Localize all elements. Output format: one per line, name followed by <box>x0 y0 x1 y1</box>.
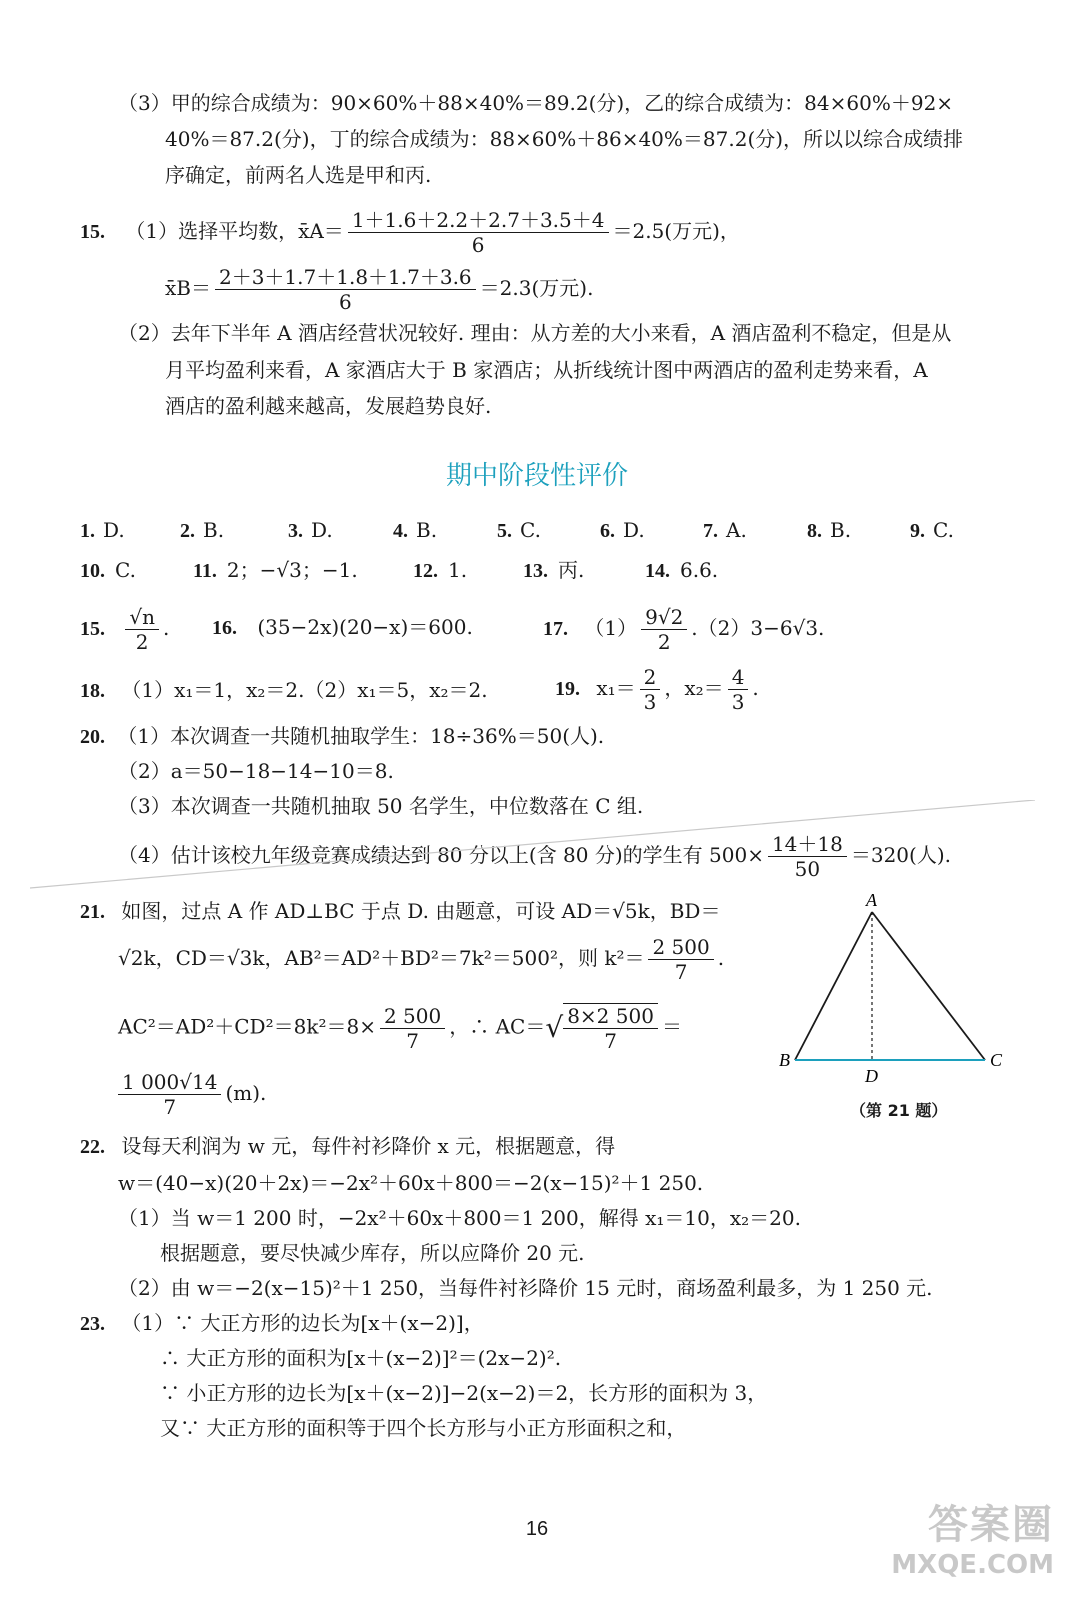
q20-line1-text: （1）本次调查一共随机抽取学生：18÷36%＝50(人). <box>117 724 605 748</box>
numerator: 1 000√14 <box>118 1070 221 1095</box>
q15-answer <box>80 605 169 654</box>
question-number: 22. <box>80 1136 105 1158</box>
fill-answer <box>523 557 584 584</box>
q20-line3: （3）本次调查一共随机抽取 50 名学生，中位数落在 C 组. <box>118 794 644 818</box>
answer-text: C. <box>933 518 954 542</box>
suffix: .（2）3−6√3. <box>691 616 825 640</box>
question-number: 14. <box>645 560 670 582</box>
question-number: 3. <box>288 520 303 542</box>
radical-fraction <box>563 1003 658 1053</box>
q23-line1-text: （1）∵ 大正方形的边长为[x＋(x−2)]， <box>121 1311 484 1335</box>
question-number: 5. <box>497 520 512 542</box>
answer-text: D. <box>103 518 125 542</box>
fill-answer <box>193 557 358 584</box>
suffix: . <box>752 676 759 700</box>
denominator: 2 <box>135 630 149 654</box>
numerator: 4 <box>728 665 749 690</box>
numerator: 2 500 <box>380 1004 445 1029</box>
answer-text: B. <box>203 518 225 542</box>
q23-line1 <box>80 1310 484 1337</box>
q18-answer <box>80 677 488 704</box>
q22-line1 <box>80 1133 615 1160</box>
q23-line2: ∴ 大正方形的面积为[x＋(x−2)]²＝(2x−2)². <box>160 1346 562 1370</box>
q21-line1 <box>80 898 720 925</box>
middle: ，x₂＝ <box>664 676 724 700</box>
watermark-url: MXQE.COM <box>891 1550 1054 1580</box>
fraction <box>641 605 687 654</box>
question-number: 1. <box>80 520 95 542</box>
q22-line3: （1）当 w＝1 200 时，−2x²＋60x＋800＝1 200，解得 x₁＝10，x₂＝20. <box>118 1206 801 1230</box>
suffix: . <box>162 616 170 640</box>
label-a: A <box>866 890 877 910</box>
question-number: 9. <box>910 520 925 542</box>
question-number: 17. <box>543 618 568 640</box>
q14-3-line2: 40%＝87.2(分)，丁的综合成绩为：88×60%＋86×40%＝87.2(分)，所以以综合成绩排 <box>165 127 964 151</box>
q15-stats-l1-post: ＝2.5(万元)， <box>612 219 740 243</box>
suffix: ＝ <box>661 1014 682 1039</box>
answer-text: 丙. <box>558 558 585 582</box>
numerator: 2 500 <box>648 935 713 960</box>
denominator: 50 <box>794 857 821 881</box>
q14-3-line1: （3）甲的综合成绩为：90×60%＋88×40%＝89.2(分)，乙的综合成绩为：84×60%＋92× <box>118 91 954 115</box>
label-c: C <box>990 1050 1003 1070</box>
q20-line2: （2）a＝50−18−14−10＝8. <box>118 759 394 783</box>
q15-stats-number: 15. <box>80 221 105 243</box>
scan-divider-line <box>0 800 1074 890</box>
mc-answer <box>288 517 333 544</box>
denominator: 7 <box>674 960 688 984</box>
question-number: 6. <box>600 520 615 542</box>
q15-stats-line2 <box>165 265 593 314</box>
q20-line4-pre: （4）估计该校九年级竞赛成绩达到 80 分以上(含 80 分)的学生有 500× <box>118 843 764 867</box>
question-number: 7. <box>703 520 718 542</box>
q20-line4-post: ＝320(人). <box>850 843 951 867</box>
numerator: 2＋3＋1.7＋1.8＋1.7＋3.6 <box>215 265 476 290</box>
q15-stats-l1-pre: （1）选择平均数，x̄A＝ <box>125 219 344 243</box>
section-title: 期中阶段性评价 <box>445 461 628 491</box>
q23-line3: ∵ 小正方形的边长为[x＋(x−2)]−2(x−2)＝2，长方形的面积为 3， <box>160 1381 768 1405</box>
q16-answer <box>212 614 473 641</box>
fraction <box>640 665 661 714</box>
fraction <box>215 265 476 314</box>
answer-text: B. <box>830 518 852 542</box>
numerator: 8×2 500 <box>563 1004 658 1029</box>
answer-text: (35−2x)(20−x)＝600. <box>257 615 473 639</box>
q17-answer <box>543 605 824 654</box>
label-b: B <box>779 1050 790 1070</box>
mc-answer <box>393 517 437 544</box>
q15-stats-line1 <box>80 208 740 257</box>
answer-text: （1）x₁＝1，x₂＝2.（2）x₁＝5，x₂＝2. <box>121 678 488 702</box>
answer-text: 1. <box>448 558 468 582</box>
q22-line4: 根据题意，要尽快减少库存，所以应降价 20 元. <box>160 1241 585 1265</box>
denominator: 7 <box>406 1028 419 1053</box>
denominator: 3 <box>643 690 657 714</box>
suffix: . <box>717 946 725 970</box>
numerator: 1＋1.6＋2.2＋2.7＋3.5＋4 <box>348 208 609 233</box>
q19-answer <box>555 665 759 714</box>
question-number: 4. <box>393 520 408 542</box>
label-d: D <box>865 1066 878 1086</box>
question-number: 15. <box>80 618 105 640</box>
question-number: 18. <box>80 680 105 702</box>
watermark-logo: 答案圈 <box>928 1502 1054 1548</box>
numerator: 14＋18 <box>768 832 847 857</box>
numerator: 9√2 <box>641 605 687 630</box>
mc-answer <box>80 517 125 544</box>
answer-text: B. <box>416 518 438 542</box>
mc-answer <box>807 517 851 544</box>
q22-line5: （2）由 w＝−2(x−15)²＋1 250，当每件衬衫降价 15 元时，商场盈利最多，为 1 250 元. <box>118 1276 933 1300</box>
q20-line1 <box>80 723 604 750</box>
fraction <box>118 1070 221 1119</box>
q15-stats-line3: （2）去年下半年 A 酒店经营状况较好. 理由：从方差的大小来看，A 酒店盈利不稳定，但是从 <box>118 321 952 345</box>
fraction <box>348 208 609 257</box>
numerator: 2 <box>640 665 661 690</box>
denominator: 2 <box>657 630 671 654</box>
q22-line2: w＝(40−x)(20＋2x)＝−2x²＋60x＋800＝−2(x−15)²＋1 250. <box>118 1171 704 1195</box>
answer-text: 2；−√3；−1. <box>226 558 358 582</box>
denominator: 6 <box>338 290 352 314</box>
q21-line4 <box>118 1070 266 1119</box>
q15-stats-l2-post: ＝2.3(万元). <box>479 276 594 300</box>
fill-answer <box>413 557 467 584</box>
prefix: （1） <box>584 616 638 640</box>
mc-answer <box>703 517 747 544</box>
fraction <box>648 935 713 984</box>
mc-answer <box>910 517 954 544</box>
question-number: 11. <box>193 560 217 582</box>
answer-text: A. <box>726 518 747 542</box>
mc-answer <box>600 517 645 544</box>
suffix: (m). <box>225 1081 267 1105</box>
question-number: 13. <box>523 560 548 582</box>
mc-answer <box>180 517 224 544</box>
numerator: √n <box>125 605 159 630</box>
fraction <box>125 605 159 654</box>
page-number: 16 <box>525 1518 549 1540</box>
question-number: 20. <box>80 726 105 748</box>
question-number: 10. <box>80 560 105 582</box>
q21-line1-text: 如图，过点 A 作 AD⊥BC 于点 D. 由题意，可设 AD＝√5k，BD＝ <box>121 899 721 923</box>
q21-line3-mid: ，∴ AC＝ <box>449 1014 546 1039</box>
answer-text: C. <box>520 518 541 542</box>
question-number: 8. <box>807 520 822 542</box>
fraction <box>380 1004 445 1053</box>
side-ab <box>795 912 872 1060</box>
answer-text: D. <box>623 518 645 542</box>
question-number: 16. <box>212 617 237 639</box>
q21-line3-pre: AC²＝AD²＋CD²＝8k²＝8× <box>118 1014 376 1039</box>
answer-text: D. <box>311 518 333 542</box>
q15-stats-line5: 酒店的盈利越来越高，发展趋势良好. <box>165 394 492 418</box>
watermark <box>891 1493 1054 1580</box>
q14-3-line3: 序确定，前两名人选是甲和丙. <box>165 163 432 187</box>
denominator: 7 <box>604 1029 617 1053</box>
denominator: 6 <box>471 233 485 257</box>
answer-text: 6.6. <box>680 558 719 582</box>
denominator: 3 <box>731 690 745 714</box>
answer-text: C. <box>115 558 136 582</box>
q22-line1-text: 设每天利润为 w 元，每件衬衫降价 x 元，根据题意，得 <box>121 1134 616 1158</box>
denominator: 7 <box>163 1095 177 1119</box>
question-number: 2. <box>180 520 195 542</box>
q21-line2 <box>118 935 724 984</box>
figure-caption: （第 21 题） <box>850 1101 948 1120</box>
q21-line2-pre: √2k，CD＝√3k，AB²＝AD²＋BD²＝7k²＝500²，则 k²＝ <box>118 946 645 970</box>
side-ac <box>872 912 985 1060</box>
mc-answer <box>497 517 541 544</box>
q15-stats-line4: 月平均盈利来看，A 家酒店大于 B 家酒店；从折线统计图中两酒店的盈利走势来看，A <box>165 358 928 382</box>
prefix: x₁＝ <box>596 676 636 700</box>
fill-answer <box>645 557 718 584</box>
question-number: 19. <box>555 678 580 700</box>
triangle-figure <box>775 890 1025 1095</box>
question-number: 12. <box>413 560 438 582</box>
radical-sign: √ <box>545 1011 564 1044</box>
q21-line3 <box>118 1003 682 1053</box>
question-number: 23. <box>80 1313 105 1335</box>
question-number: 21. <box>80 901 105 923</box>
fraction <box>728 665 749 714</box>
q15-stats-l2-pre: x̄B＝ <box>165 276 211 300</box>
fill-answer <box>80 557 136 584</box>
q23-line4: 又∵ 大正方形的面积等于四个长方形与小正方形面积之和， <box>160 1416 687 1440</box>
